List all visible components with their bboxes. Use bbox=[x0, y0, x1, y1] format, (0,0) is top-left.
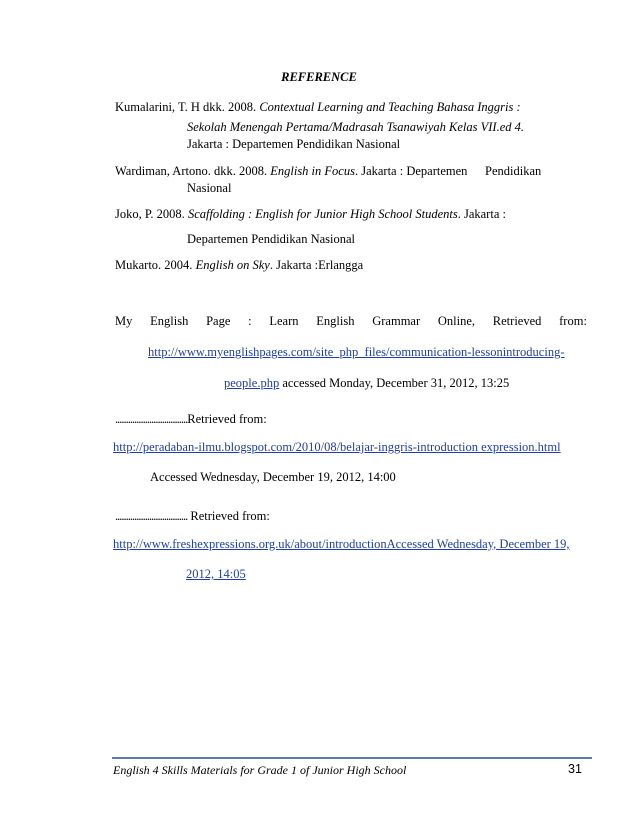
reference-3-publisher: . Jakarta : bbox=[457, 207, 506, 221]
word: : bbox=[248, 314, 252, 328]
reference-7-link-cont[interactable] bbox=[113, 567, 246, 581]
footer-divider bbox=[112, 757, 592, 759]
reference-5-url-line-2 bbox=[113, 376, 509, 391]
word: Learn bbox=[269, 314, 299, 328]
word: English bbox=[150, 314, 189, 328]
reference-2-publisher: . Jakarta : Departemen bbox=[354, 164, 468, 178]
reference-6-accessed: Accessed Wednesday, December 19, 2012, 14:00 bbox=[150, 470, 396, 484]
reference-7-url-line bbox=[113, 537, 570, 552]
reference-2-line-1 bbox=[115, 164, 467, 179]
word: Page bbox=[206, 314, 231, 328]
reference-4-author: Mukarto. 2004. bbox=[115, 258, 196, 272]
reference-3-line-2: Departemen Pendidikan Nasional bbox=[187, 232, 356, 246]
reference-1-line-1 bbox=[115, 100, 521, 115]
reference-7-link[interactable]: http://www.freshexpressions.org.uk/about/introductionAccessed Wednesday, December 19, bbox=[113, 537, 570, 551]
reference-6-url-line bbox=[113, 440, 561, 455]
word: Retrieved bbox=[492, 314, 542, 328]
reference-5-link-cont[interactable] bbox=[113, 376, 279, 390]
footer-text: English 4 Skills Materials for Grade 1 of Junior High School bbox=[113, 763, 407, 777]
page-title: REFERENCE bbox=[281, 70, 357, 84]
reference-7-link-text: 2012, 14:05 bbox=[186, 567, 246, 581]
reference-5-link[interactable]: http://www.myenglishpages.com/site_php_files/communication-lessonintroducing- bbox=[148, 345, 565, 359]
reference-2-author: Wardiman, Artono. dkk. 2008. bbox=[115, 164, 271, 178]
word: English bbox=[316, 314, 355, 328]
reference-4-title: English on Sky bbox=[195, 258, 270, 272]
reference-2-tail: Pendidikan bbox=[485, 164, 542, 178]
reference-6-line-1 bbox=[115, 412, 267, 427]
reference-5-link-text: people.php bbox=[224, 376, 280, 390]
reference-5-line-1 bbox=[115, 314, 587, 329]
reference-3-author: Joko, P. 2008. bbox=[115, 207, 188, 221]
reference-3-line-1 bbox=[115, 207, 506, 222]
reference-1-author: Kumalarini, T. H dkk. 2008. bbox=[115, 100, 260, 114]
word: Online, bbox=[437, 314, 476, 328]
reference-7-dots: .................................. bbox=[115, 509, 188, 523]
word: from: bbox=[559, 314, 587, 328]
reference-7-retrieved: Retrieved from: bbox=[187, 509, 270, 523]
word: My bbox=[115, 314, 133, 328]
reference-5-url-line-1 bbox=[148, 345, 565, 360]
reference-5-accessed: accessed Monday, December 31, 2012, 13:25 bbox=[279, 376, 510, 390]
reference-2-title: English in Focus bbox=[270, 164, 355, 178]
reference-4 bbox=[115, 258, 363, 273]
reference-1-line-2 bbox=[187, 120, 524, 135]
reference-2-line-2: Nasional bbox=[187, 181, 232, 195]
reference-1-title-cont: Sekolah Menengah Pertama/Madrasah Tsanawiyah Kelas VII.ed 4. bbox=[187, 120, 524, 134]
reference-6-dots: .................................. bbox=[115, 412, 188, 426]
reference-6-link[interactable]: http://peradaban-ilmu.blogspot.com/2010/08/belajar-inggris-introduction expression.html bbox=[113, 440, 561, 454]
page-number: 31 bbox=[568, 762, 582, 776]
reference-7-url-line-2 bbox=[113, 567, 246, 582]
reference-1-title: Contextual Learning and Teaching Bahasa Inggris : bbox=[259, 100, 521, 114]
word: Grammar bbox=[372, 314, 421, 328]
reference-7-line-1 bbox=[115, 509, 270, 524]
reference-1-publisher: Jakarta : Departemen Pendidikan Nasional bbox=[187, 137, 401, 151]
reference-6-retrieved: Retrieved from: bbox=[187, 412, 267, 426]
reference-4-publisher: . Jakarta :Erlangga bbox=[269, 258, 364, 272]
reference-3-title: Scaffolding : English for Junior High School Students bbox=[187, 207, 458, 221]
